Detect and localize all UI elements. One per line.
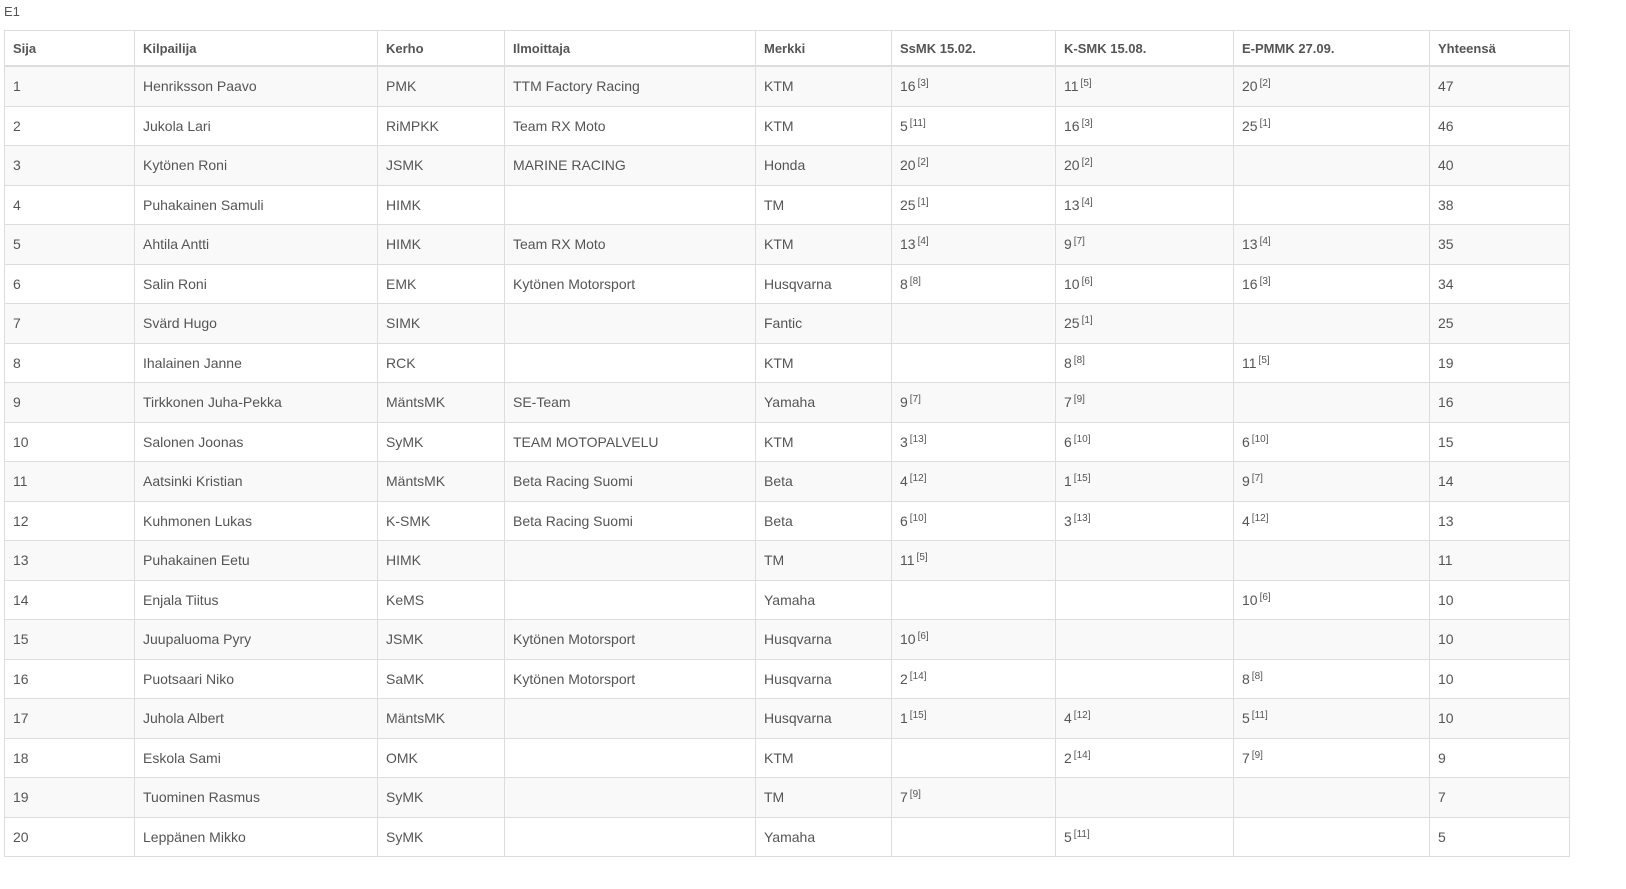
round-points: 9 — [1064, 236, 1072, 253]
round-position: [4] — [917, 236, 929, 248]
cell-sija: 2 — [5, 106, 135, 146]
cell-kilpailija: Henriksson Paavo — [135, 66, 378, 106]
cell-round-r3 — [1234, 620, 1430, 660]
table-row — [5, 699, 1570, 739]
cell-ilmoittaja — [505, 343, 756, 383]
cell-round-r3 — [1234, 541, 1430, 581]
round-points: 2 — [900, 670, 908, 687]
round-points: 9 — [1242, 473, 1250, 490]
cell-round-r2 — [1056, 185, 1234, 225]
cell-yhteensa: 13 — [1430, 501, 1570, 541]
table-row — [5, 106, 1570, 146]
round-points: 11 — [1242, 354, 1257, 371]
cell-merkki: Beta — [756, 462, 892, 502]
cell-kerho: SIMK — [378, 304, 505, 344]
cell-round-r2 — [1056, 817, 1234, 857]
cell-kerho: RCK — [378, 343, 505, 383]
cell-sija: 6 — [5, 264, 135, 304]
cell-yhteensa: 15 — [1430, 422, 1570, 462]
cell-ilmoittaja: Team RX Moto — [505, 225, 756, 265]
cell-round-r3 — [1234, 501, 1430, 541]
cell-round-r1 — [892, 580, 1056, 620]
round-points: 1 — [900, 710, 908, 727]
cell-round-r2 — [1056, 66, 1234, 106]
table-row — [5, 817, 1570, 857]
cell-yhteensa: 40 — [1430, 146, 1570, 186]
cell-yhteensa: 10 — [1430, 699, 1570, 739]
header-kilpailija: Kilpailija — [135, 31, 378, 67]
header-epmmk: E-PMMK 27.09. — [1234, 31, 1430, 67]
cell-yhteensa: 5 — [1430, 817, 1570, 857]
cell-round-r2 — [1056, 541, 1234, 581]
cell-round-r1 — [892, 106, 1056, 146]
cell-yhteensa: 25 — [1430, 304, 1570, 344]
cell-kilpailija: Ihalainen Janne — [135, 343, 378, 383]
cell-kerho: JSMK — [378, 620, 505, 660]
round-position: [1] — [917, 196, 929, 208]
round-position: [14] — [909, 670, 927, 682]
table-row — [5, 541, 1570, 581]
header-yhteensa: Yhteensä — [1430, 31, 1570, 67]
cell-sija: 11 — [5, 462, 135, 502]
cell-round-r2 — [1056, 778, 1234, 818]
round-points: 1 — [1064, 473, 1072, 490]
cell-round-r1 — [892, 185, 1056, 225]
cell-yhteensa: 9 — [1430, 738, 1570, 778]
cell-merkki: KTM — [756, 106, 892, 146]
table-row — [5, 343, 1570, 383]
cell-ilmoittaja: SE-Team — [505, 383, 756, 423]
table-row — [5, 185, 1570, 225]
cell-ilmoittaja — [505, 817, 756, 857]
round-position: [3] — [917, 78, 929, 90]
cell-merkki: Husqvarna — [756, 699, 892, 739]
cell-merkki: TM — [756, 185, 892, 225]
cell-kerho: MäntsMK — [378, 699, 505, 739]
cell-sija: 1 — [5, 66, 135, 106]
cell-kilpailija: Kytönen Roni — [135, 146, 378, 186]
cell-round-r3 — [1234, 817, 1430, 857]
table-row — [5, 580, 1570, 620]
round-points: 25 — [900, 196, 916, 213]
round-position: [7] — [1073, 236, 1085, 248]
round-position: [4] — [1081, 196, 1093, 208]
cell-kilpailija: Juhola Albert — [135, 699, 378, 739]
cell-round-r2 — [1056, 264, 1234, 304]
cell-yhteensa: 34 — [1430, 264, 1570, 304]
cell-ilmoittaja — [505, 699, 756, 739]
cell-merkki: TM — [756, 541, 892, 581]
class-label: E1 — [4, 4, 20, 19]
header-merkki: Merkki — [756, 31, 892, 67]
cell-kerho: SyMK — [378, 778, 505, 818]
header-row — [5, 31, 1570, 67]
table-row — [5, 501, 1570, 541]
round-points: 11 — [900, 552, 915, 569]
header-sija: Sija — [5, 31, 135, 67]
cell-ilmoittaja: Kytönen Motorsport — [505, 659, 756, 699]
cell-merkki: TM — [756, 778, 892, 818]
round-position: [6] — [1259, 591, 1271, 603]
cell-kerho: SaMK — [378, 659, 505, 699]
round-points: 20 — [1242, 78, 1258, 95]
round-position: [13] — [1073, 512, 1091, 524]
cell-kilpailija: Svärd Hugo — [135, 304, 378, 344]
round-position: [8] — [909, 275, 921, 287]
cell-kerho: HIMK — [378, 541, 505, 581]
header-kerho: Kerho — [378, 31, 505, 67]
cell-kilpailija: Jukola Lari — [135, 106, 378, 146]
header-ssmk: SsMK 15.02. — [892, 31, 1056, 67]
round-position: [9] — [1073, 394, 1085, 406]
cell-ilmoittaja: Kytönen Motorsport — [505, 620, 756, 660]
cell-kerho: SyMK — [378, 422, 505, 462]
round-points: 4 — [900, 473, 908, 490]
cell-ilmoittaja — [505, 778, 756, 818]
cell-kilpailija: Eskola Sami — [135, 738, 378, 778]
cell-round-r2 — [1056, 501, 1234, 541]
cell-round-r2 — [1056, 225, 1234, 265]
cell-round-r1 — [892, 383, 1056, 423]
table-row — [5, 264, 1570, 304]
cell-kerho: EMK — [378, 264, 505, 304]
cell-kerho: K-SMK — [378, 501, 505, 541]
cell-round-r3 — [1234, 225, 1430, 265]
round-position: [7] — [909, 394, 921, 406]
cell-round-r3 — [1234, 422, 1430, 462]
cell-round-r1 — [892, 146, 1056, 186]
round-position: [3] — [1081, 117, 1093, 129]
cell-kerho: JSMK — [378, 146, 505, 186]
cell-round-r1 — [892, 66, 1056, 106]
cell-round-r3 — [1234, 185, 1430, 225]
round-position: [11] — [909, 117, 926, 129]
cell-round-r2 — [1056, 699, 1234, 739]
cell-sija: 8 — [5, 343, 135, 383]
cell-ilmoittaja: Beta Racing Suomi — [505, 501, 756, 541]
cell-yhteensa: 16 — [1430, 383, 1570, 423]
cell-round-r1 — [892, 541, 1056, 581]
cell-round-r1 — [892, 304, 1056, 344]
cell-ilmoittaja — [505, 580, 756, 620]
cell-sija: 18 — [5, 738, 135, 778]
cell-kerho: MäntsMK — [378, 383, 505, 423]
round-position: [3] — [1259, 275, 1271, 287]
round-points: 6 — [1064, 433, 1072, 450]
cell-round-r2 — [1056, 106, 1234, 146]
round-position: [10] — [909, 512, 927, 524]
cell-round-r2 — [1056, 146, 1234, 186]
round-points: 20 — [900, 157, 916, 174]
cell-sija: 7 — [5, 304, 135, 344]
cell-merkki: KTM — [756, 343, 892, 383]
cell-kerho: PMK — [378, 66, 505, 106]
cell-sija: 10 — [5, 422, 135, 462]
cell-round-r3 — [1234, 264, 1430, 304]
round-points: 10 — [1064, 275, 1080, 292]
cell-yhteensa: 19 — [1430, 343, 1570, 383]
cell-round-r2 — [1056, 620, 1234, 660]
cell-round-r3 — [1234, 659, 1430, 699]
cell-sija: 3 — [5, 146, 135, 186]
cell-round-r3 — [1234, 66, 1430, 106]
round-position: [5] — [1080, 78, 1092, 90]
round-points: 11 — [1064, 78, 1079, 95]
table-row — [5, 778, 1570, 818]
cell-merkki: Husqvarna — [756, 264, 892, 304]
results-body — [5, 66, 1570, 857]
cell-merkki: Husqvarna — [756, 659, 892, 699]
cell-sija: 17 — [5, 699, 135, 739]
cell-kilpailija: Aatsinki Kristian — [135, 462, 378, 502]
cell-merkki: Yamaha — [756, 580, 892, 620]
table-row — [5, 383, 1570, 423]
cell-ilmoittaja — [505, 304, 756, 344]
cell-round-r3 — [1234, 738, 1430, 778]
cell-kilpailija: Kuhmonen Lukas — [135, 501, 378, 541]
cell-kilpailija: Salonen Joonas — [135, 422, 378, 462]
cell-kilpailija: Ahtila Antti — [135, 225, 378, 265]
cell-yhteensa: 46 — [1430, 106, 1570, 146]
round-position: [2] — [1259, 78, 1271, 90]
round-points: 6 — [1242, 433, 1250, 450]
round-position: [5] — [1258, 354, 1270, 366]
cell-kilpailija: Puhakainen Samuli — [135, 185, 378, 225]
cell-round-r1 — [892, 699, 1056, 739]
round-points: 3 — [900, 433, 908, 450]
cell-kilpailija: Juupaluoma Pyry — [135, 620, 378, 660]
cell-round-r1 — [892, 738, 1056, 778]
round-points: 10 — [1242, 591, 1258, 608]
cell-merkki: Husqvarna — [756, 620, 892, 660]
round-points: 13 — [900, 236, 916, 253]
cell-kerho: OMK — [378, 738, 505, 778]
round-position: [12] — [1251, 512, 1269, 524]
cell-ilmoittaja: MARINE RACING — [505, 146, 756, 186]
cell-yhteensa: 10 — [1430, 659, 1570, 699]
cell-ilmoittaja: TEAM MOTOPALVELU — [505, 422, 756, 462]
round-points: 6 — [900, 512, 908, 529]
round-position: [9] — [1251, 749, 1263, 761]
cell-sija: 4 — [5, 185, 135, 225]
round-position: [15] — [909, 710, 927, 722]
cell-round-r1 — [892, 343, 1056, 383]
round-points: 2 — [1064, 749, 1072, 766]
round-position: [5] — [916, 552, 928, 564]
cell-yhteensa: 10 — [1430, 620, 1570, 660]
cell-round-r2 — [1056, 343, 1234, 383]
round-position: [11] — [1251, 710, 1268, 722]
table-row — [5, 225, 1570, 265]
round-points: 10 — [900, 631, 916, 648]
cell-ilmoittaja: Team RX Moto — [505, 106, 756, 146]
cell-ilmoittaja: Kytönen Motorsport — [505, 264, 756, 304]
round-points: 13 — [1242, 236, 1258, 253]
cell-sija: 19 — [5, 778, 135, 818]
cell-kerho: HIMK — [378, 185, 505, 225]
round-points: 7 — [900, 789, 908, 806]
cell-yhteensa: 14 — [1430, 462, 1570, 502]
results-table — [4, 30, 1570, 857]
table-row — [5, 620, 1570, 660]
cell-sija: 14 — [5, 580, 135, 620]
cell-kerho: SyMK — [378, 817, 505, 857]
cell-merkki: Yamaha — [756, 383, 892, 423]
round-position: [6] — [1081, 275, 1093, 287]
table-row — [5, 422, 1570, 462]
cell-round-r1 — [892, 778, 1056, 818]
cell-round-r2 — [1056, 462, 1234, 502]
cell-kerho: HIMK — [378, 225, 505, 265]
round-position: [8] — [1251, 670, 1263, 682]
cell-round-r1 — [892, 422, 1056, 462]
cell-round-r1 — [892, 501, 1056, 541]
round-points: 5 — [1242, 710, 1250, 727]
cell-round-r3 — [1234, 343, 1430, 383]
cell-merkki: Yamaha — [756, 817, 892, 857]
round-points: 8 — [900, 275, 908, 292]
round-points: 3 — [1064, 512, 1072, 529]
round-points: 7 — [1242, 749, 1250, 766]
table-row — [5, 462, 1570, 502]
cell-round-r1 — [892, 817, 1056, 857]
cell-kerho: KeMS — [378, 580, 505, 620]
round-points: 25 — [1064, 315, 1080, 332]
cell-ilmoittaja: Beta Racing Suomi — [505, 462, 756, 502]
round-position: [10] — [1073, 433, 1091, 445]
cell-kerho: MäntsMK — [378, 462, 505, 502]
round-points: 9 — [900, 394, 908, 411]
cell-merkki: Beta — [756, 501, 892, 541]
cell-sija: 9 — [5, 383, 135, 423]
cell-yhteensa: 35 — [1430, 225, 1570, 265]
round-position: [13] — [909, 433, 927, 445]
cell-kilpailija: Tuominen Rasmus — [135, 778, 378, 818]
cell-round-r2 — [1056, 659, 1234, 699]
round-points: 20 — [1064, 157, 1080, 174]
cell-kilpailija: Salin Roni — [135, 264, 378, 304]
table-row — [5, 66, 1570, 106]
cell-round-r2 — [1056, 422, 1234, 462]
cell-kilpailija: Enjala Tiitus — [135, 580, 378, 620]
cell-yhteensa: 7 — [1430, 778, 1570, 818]
cell-round-r2 — [1056, 580, 1234, 620]
cell-sija: 20 — [5, 817, 135, 857]
cell-round-r3 — [1234, 462, 1430, 502]
round-points: 16 — [1242, 275, 1258, 292]
cell-round-r1 — [892, 462, 1056, 502]
cell-sija: 15 — [5, 620, 135, 660]
cell-round-r3 — [1234, 304, 1430, 344]
round-points: 8 — [1242, 670, 1250, 687]
table-row — [5, 146, 1570, 186]
cell-round-r3 — [1234, 146, 1430, 186]
cell-merkki: KTM — [756, 225, 892, 265]
cell-yhteensa: 10 — [1430, 580, 1570, 620]
round-position: [11] — [1073, 828, 1090, 840]
round-points: 5 — [1064, 828, 1072, 845]
round-position: [9] — [909, 789, 921, 801]
cell-merkki: KTM — [756, 66, 892, 106]
cell-round-r1 — [892, 264, 1056, 304]
cell-round-r2 — [1056, 304, 1234, 344]
cell-yhteensa: 47 — [1430, 66, 1570, 106]
round-points: 8 — [1064, 354, 1072, 371]
round-position: [14] — [1073, 749, 1091, 761]
cell-round-r3 — [1234, 699, 1430, 739]
round-points: 13 — [1064, 196, 1080, 213]
header-ilmoittaja: Ilmoittaja — [505, 31, 756, 67]
cell-kilpailija: Leppänen Mikko — [135, 817, 378, 857]
cell-kilpailija: Puhakainen Eetu — [135, 541, 378, 581]
cell-round-r1 — [892, 659, 1056, 699]
round-position: [1] — [1259, 117, 1271, 129]
round-points: 5 — [900, 117, 908, 134]
cell-merkki: Fantic — [756, 304, 892, 344]
round-position: [2] — [917, 157, 929, 169]
cell-kerho: RiMPKK — [378, 106, 505, 146]
cell-round-r3 — [1234, 383, 1430, 423]
cell-yhteensa: 11 — [1430, 541, 1570, 581]
round-points: 7 — [1064, 394, 1072, 411]
round-position: [2] — [1081, 157, 1093, 169]
cell-ilmoittaja — [505, 185, 756, 225]
cell-ilmoittaja — [505, 541, 756, 581]
cell-ilmoittaja: TTM Factory Racing — [505, 66, 756, 106]
cell-round-r3 — [1234, 106, 1430, 146]
table-row — [5, 304, 1570, 344]
cell-round-r3 — [1234, 580, 1430, 620]
cell-merkki: KTM — [756, 738, 892, 778]
cell-yhteensa: 38 — [1430, 185, 1570, 225]
cell-sija: 13 — [5, 541, 135, 581]
cell-merkki: KTM — [756, 422, 892, 462]
round-position: [8] — [1073, 354, 1085, 366]
round-position: [6] — [917, 631, 929, 643]
cell-merkki: Honda — [756, 146, 892, 186]
header-ksmk: K-SMK 15.08. — [1056, 31, 1234, 67]
round-position: [10] — [1251, 433, 1269, 445]
round-position: [12] — [1073, 710, 1091, 722]
cell-round-r1 — [892, 620, 1056, 660]
round-points: 16 — [1064, 117, 1080, 134]
cell-round-r2 — [1056, 738, 1234, 778]
round-position: [4] — [1259, 236, 1271, 248]
cell-sija: 16 — [5, 659, 135, 699]
round-points: 16 — [900, 78, 916, 95]
table-row — [5, 738, 1570, 778]
cell-round-r1 — [892, 225, 1056, 265]
cell-sija: 12 — [5, 501, 135, 541]
cell-ilmoittaja — [505, 738, 756, 778]
cell-sija: 5 — [5, 225, 135, 265]
round-points: 4 — [1064, 710, 1072, 727]
round-position: [12] — [909, 473, 927, 485]
cell-kilpailija: Tirkkonen Juha-Pekka — [135, 383, 378, 423]
round-points: 25 — [1242, 117, 1258, 134]
round-position: [15] — [1073, 473, 1091, 485]
round-points: 4 — [1242, 512, 1250, 529]
round-position: [1] — [1081, 315, 1093, 327]
table-row — [5, 659, 1570, 699]
round-position: [7] — [1251, 473, 1263, 485]
cell-round-r3 — [1234, 778, 1430, 818]
cell-kilpailija: Puotsaari Niko — [135, 659, 378, 699]
cell-round-r2 — [1056, 383, 1234, 423]
